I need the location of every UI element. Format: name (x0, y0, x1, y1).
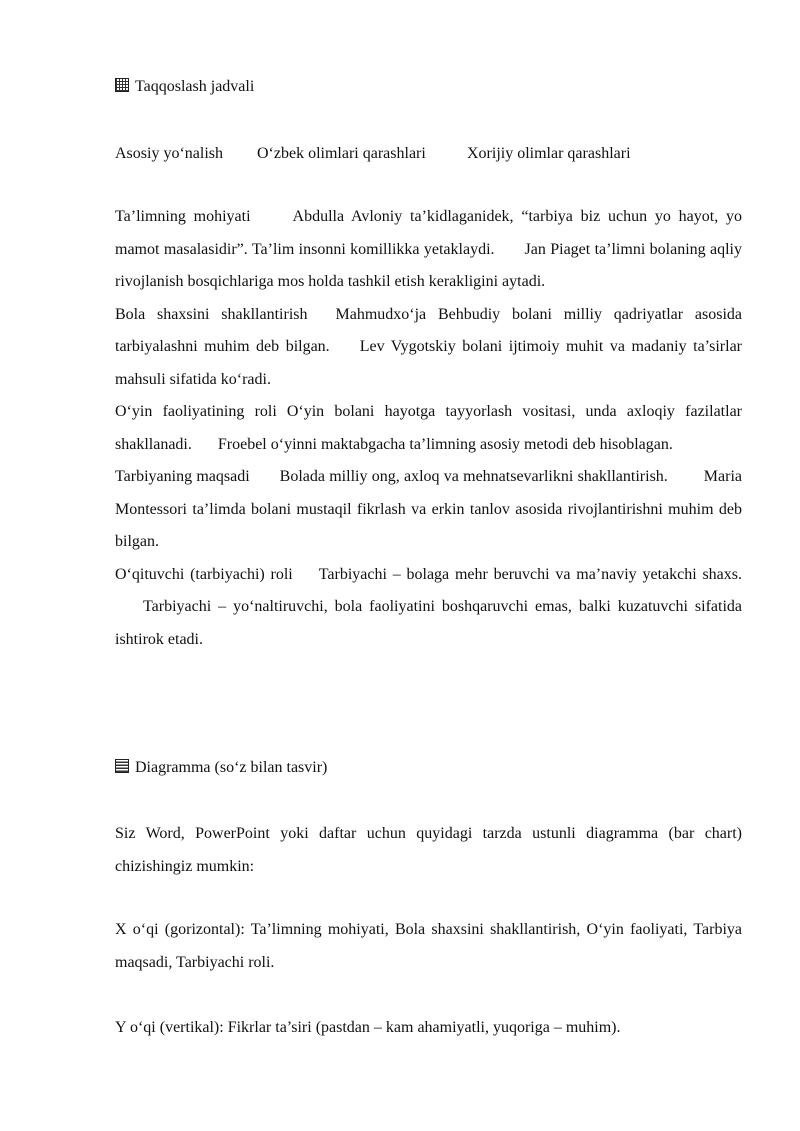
table-header-row (115, 138, 742, 170)
row-uzbek-view: Bolada milliy ong, axloq va mehnatsevarlikni shakllantirish. (279, 468, 668, 485)
x-axis-paragraph: X o‘qi (gorizontal): Ta’limning mohiyati, Bola shaxsini shakllantirish, O‘yin faoliyati, Tarbiya maqsadi, Tarbiyachi roli. (115, 921, 742, 971)
y-axis-paragraph: Y o‘qi (vertikal): Fikrlar ta’siri (pastdan – kam ahamiyatli, yuqoriga – muhim). (115, 1019, 621, 1036)
table-icon (115, 78, 129, 92)
row-topic: Tarbiyaning maqsadi (115, 468, 250, 485)
table-section-heading (115, 71, 254, 103)
row-foreign-view: Jan Piaget ta’limni bolaning aqliy rivojlanish bosqichlariga mos holda tashkil etish kerakligini aytadi. (115, 240, 743, 290)
diagram-section-title: Diagramma (so‘z bilan tasvir) (135, 759, 328, 776)
row-uzbek-view: Abdulla Avloniy ta’kidlaganidek, “tarbiya biz uchun yo hayot, yo mamot masalasidir”. Ta’lim insonni komillikka yetaklaydi. (115, 208, 743, 258)
table-row (115, 461, 742, 559)
row-uzbek-view: O‘yin bolani hayotga tayyorlash vositasi, unda axloqiy fazilatlar shakllanadi. (115, 403, 742, 453)
column-header-uzbek: O‘zbek olimlari qarashlari (257, 145, 426, 162)
row-uzbek-view: Tarbiyachi – bolaga mehr beruvchi va ma’naviy yetakchi shaxs. (318, 565, 743, 583)
table-row (115, 299, 742, 397)
chart-icon (115, 759, 129, 773)
column-header-topic: Asosiy yo‘nalish (115, 145, 223, 162)
row-topic: Bola shaxsini shakllantirish (115, 305, 308, 323)
row-uzbek-view: Mahmudxo‘ja Behbudiy bolani milliy qadriyatlar asosida tarbiyalashni muhim deb bilgan. (115, 305, 743, 355)
table-rows (115, 201, 742, 656)
table-row (115, 396, 742, 461)
row-topic: Ta’limning mohiyati (115, 208, 251, 225)
row-foreign-view: Lev Vygotskiy bolani ijtimoiy muhit va madaniy ta’sirlar mahsuli sifatida ko‘radi. (115, 338, 742, 388)
table-row (115, 201, 742, 299)
table-section-title: Taqqoslash jadvali (135, 78, 255, 95)
column-header-foreign: Xorijiy olimlar qarashlari (467, 145, 631, 162)
row-topic: O‘qituvchi (tarbiyachi) roli (115, 565, 293, 583)
row-foreign-view: Maria Montessori ta’limda bolani mustaqil fikrlash va erkin tanlov asosida rivojlantirishni muhim deb bilgan. (115, 468, 742, 550)
diagram-section-heading (115, 752, 327, 784)
table-row (115, 559, 742, 657)
row-foreign-view: Tarbiyachi – yo‘naltiruvchi, bola faoliyatini boshqaruvchi emas, balki kuzatuvchi sifatida ishtirok etadi. (115, 598, 742, 648)
diagram-intro-paragraph: Siz Word, PowerPoint yoki daftar uchun quyidagi tarzda ustunli diagramma (bar chart) chizishingiz mumkin: (115, 825, 742, 875)
row-foreign-view: Froebel o‘yinni maktabgacha ta’limning asosiy metodi deb hisoblagan. (217, 435, 673, 453)
row-topic: O‘yin faoliyatining roli (115, 403, 277, 420)
